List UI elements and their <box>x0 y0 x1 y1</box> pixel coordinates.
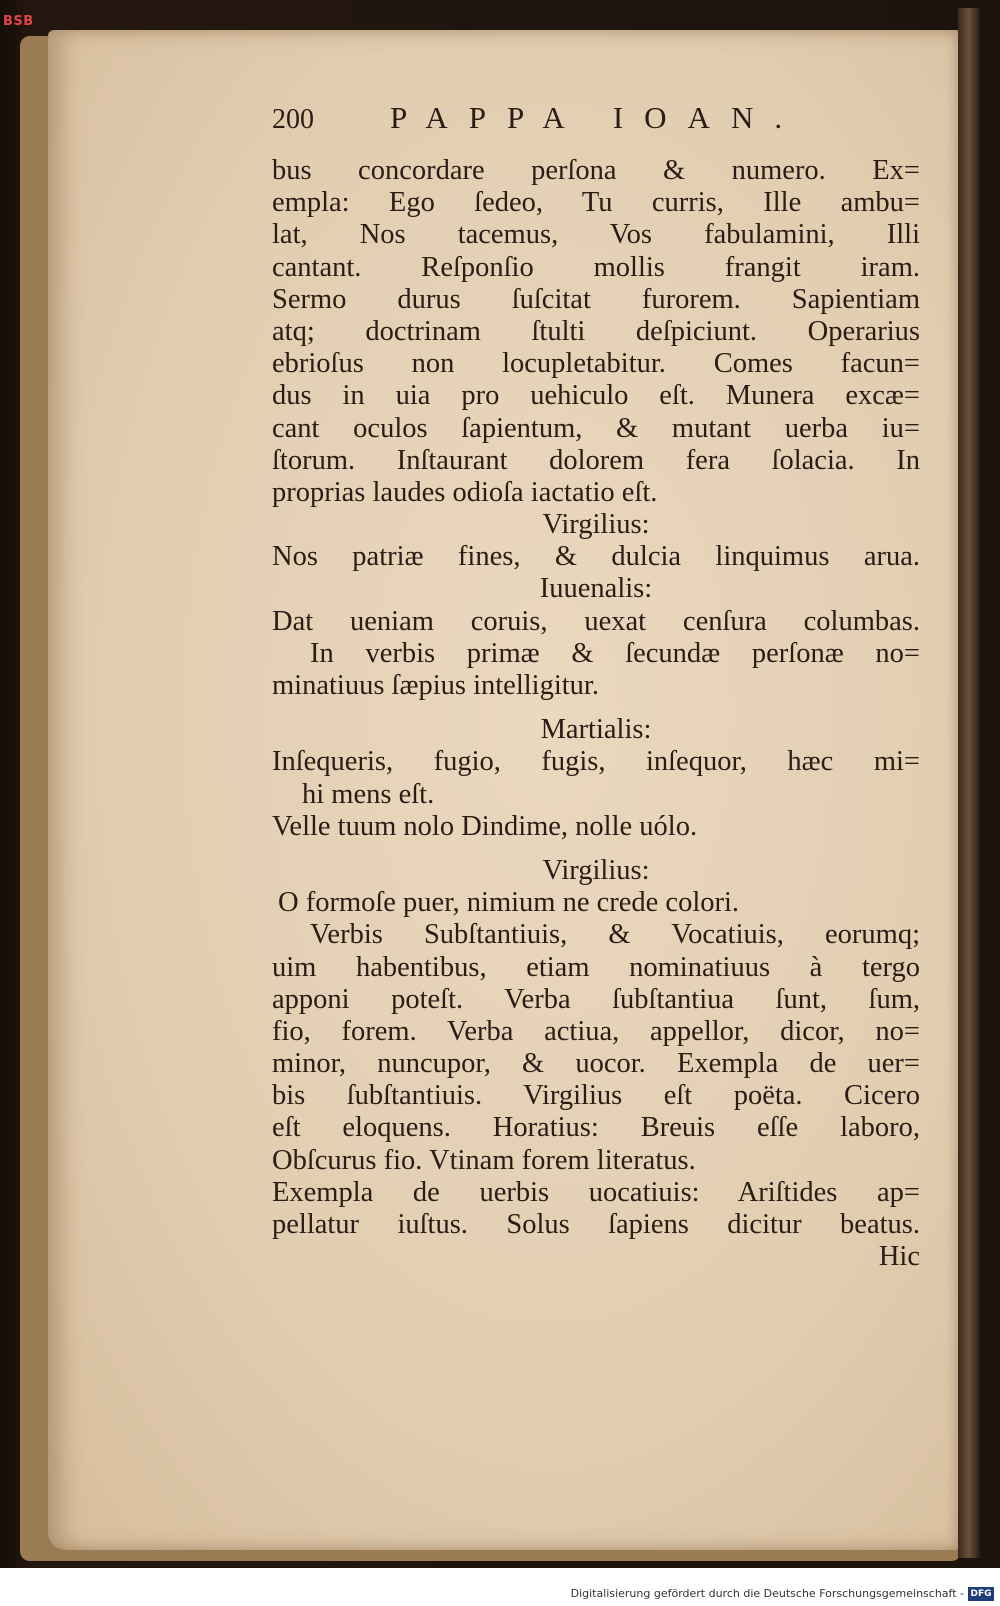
footer-bar <box>0 1568 1000 1606</box>
text-line: Verbis Subſtantiuis, & Vocatiuis, eorumq; <box>310 919 920 951</box>
quote-verse: Nos patriæ fines, & dulcia linquimus arua. <box>272 541 920 573</box>
text-line: atq; doctrinam ſtulti deſpiciunt. Operarius <box>272 315 920 347</box>
quote-author: Martialis: <box>540 714 652 746</box>
text-line: bus concordare perſona & numero. Ex= <box>272 155 920 186</box>
quote-verse: Velle tuum nolo Dindime, nolle uólo. <box>272 810 698 842</box>
page-number: 200 <box>272 104 314 135</box>
quote-verse: O formoſe puer, nimium ne crede colori. <box>278 887 740 919</box>
text-line: Obſcurus fio. Vtinam forem literatus. <box>272 1144 696 1176</box>
footer-credit: Digitalisierung gefördert durch die Deutsche Forschungsgemeinschaft - <box>570 1587 964 1600</box>
text-line: bis ſubſtantiuis. Virgilius eſt poëta. Cicero <box>272 1080 920 1112</box>
library-mark: BSB <box>3 14 34 29</box>
text-line: proprias laudes odioſa iactatio eſt. <box>272 476 658 508</box>
page-edge-strip <box>958 8 980 1558</box>
text-line: uim habentibus, etiam nominatiuus à tergo <box>272 951 920 983</box>
text-line: cantant. Reſponſio mollis frangit iram. <box>272 251 920 283</box>
quote-author: Virgilius: <box>542 509 650 541</box>
body-text <box>272 155 920 1273</box>
text-line: minatiuus ſæpius intelligitur. <box>272 670 599 701</box>
page-header <box>272 100 852 140</box>
text-line: ebrioſus non locupletabitur. Comes facun= <box>272 348 920 380</box>
text-line: fio, forem. Verba actiua, appellor, dicor, no= <box>272 1015 920 1047</box>
text-line: Sermo durus ſuſcitat furorem. Sapientiam <box>272 283 920 315</box>
running-head: PAPPA IOAN. <box>390 100 804 135</box>
text-line: pellatur iuſtus. Solus ſapiens dicitur beatus. <box>272 1209 920 1240</box>
text-line: dus in uia pro uehiculo eſt. Munera excæ= <box>272 380 920 412</box>
quote-author: Virgilius: <box>542 854 650 886</box>
quote-verse: Inſequeris, fugio, fugis, inſequor, hæc mi= <box>272 746 920 778</box>
text-line: cant oculos ſapientum, & mutant uerba iu= <box>272 412 920 444</box>
quote-author: Iuuenalis: <box>539 573 653 605</box>
text-line: Exempla de uerbis uocatiuis: Ariſtides ap= <box>272 1176 920 1208</box>
text-line: eſt eloquens. Horatius: Breuis eſſe laboro, <box>272 1112 920 1144</box>
text-line: minor, nuncupor, & uocor. Exempla de uer= <box>272 1048 920 1080</box>
quote-verse: Dat ueniam coruis, uexat cenſura columbas. <box>272 605 920 637</box>
quote-verse: hi mens eſt. <box>302 778 435 810</box>
text-line: ſtorum. Inſtaurant dolorem fera ſolacia. In <box>272 444 920 476</box>
text-line: empla: Ego ſedeo, Tu curris, Ille ambu= <box>272 187 920 219</box>
dfg-logo: DFG <box>968 1587 994 1601</box>
text-line: In verbis primæ & ſecundæ perſonæ no= <box>310 637 920 669</box>
catchword: Hic <box>878 1241 920 1273</box>
text-line: lat, Nos tacemus, Vos fabulamini, Illi <box>272 219 920 251</box>
text-line: apponi poteſt. Verba ſubſtantiua ſunt, ſum, <box>272 983 920 1015</box>
